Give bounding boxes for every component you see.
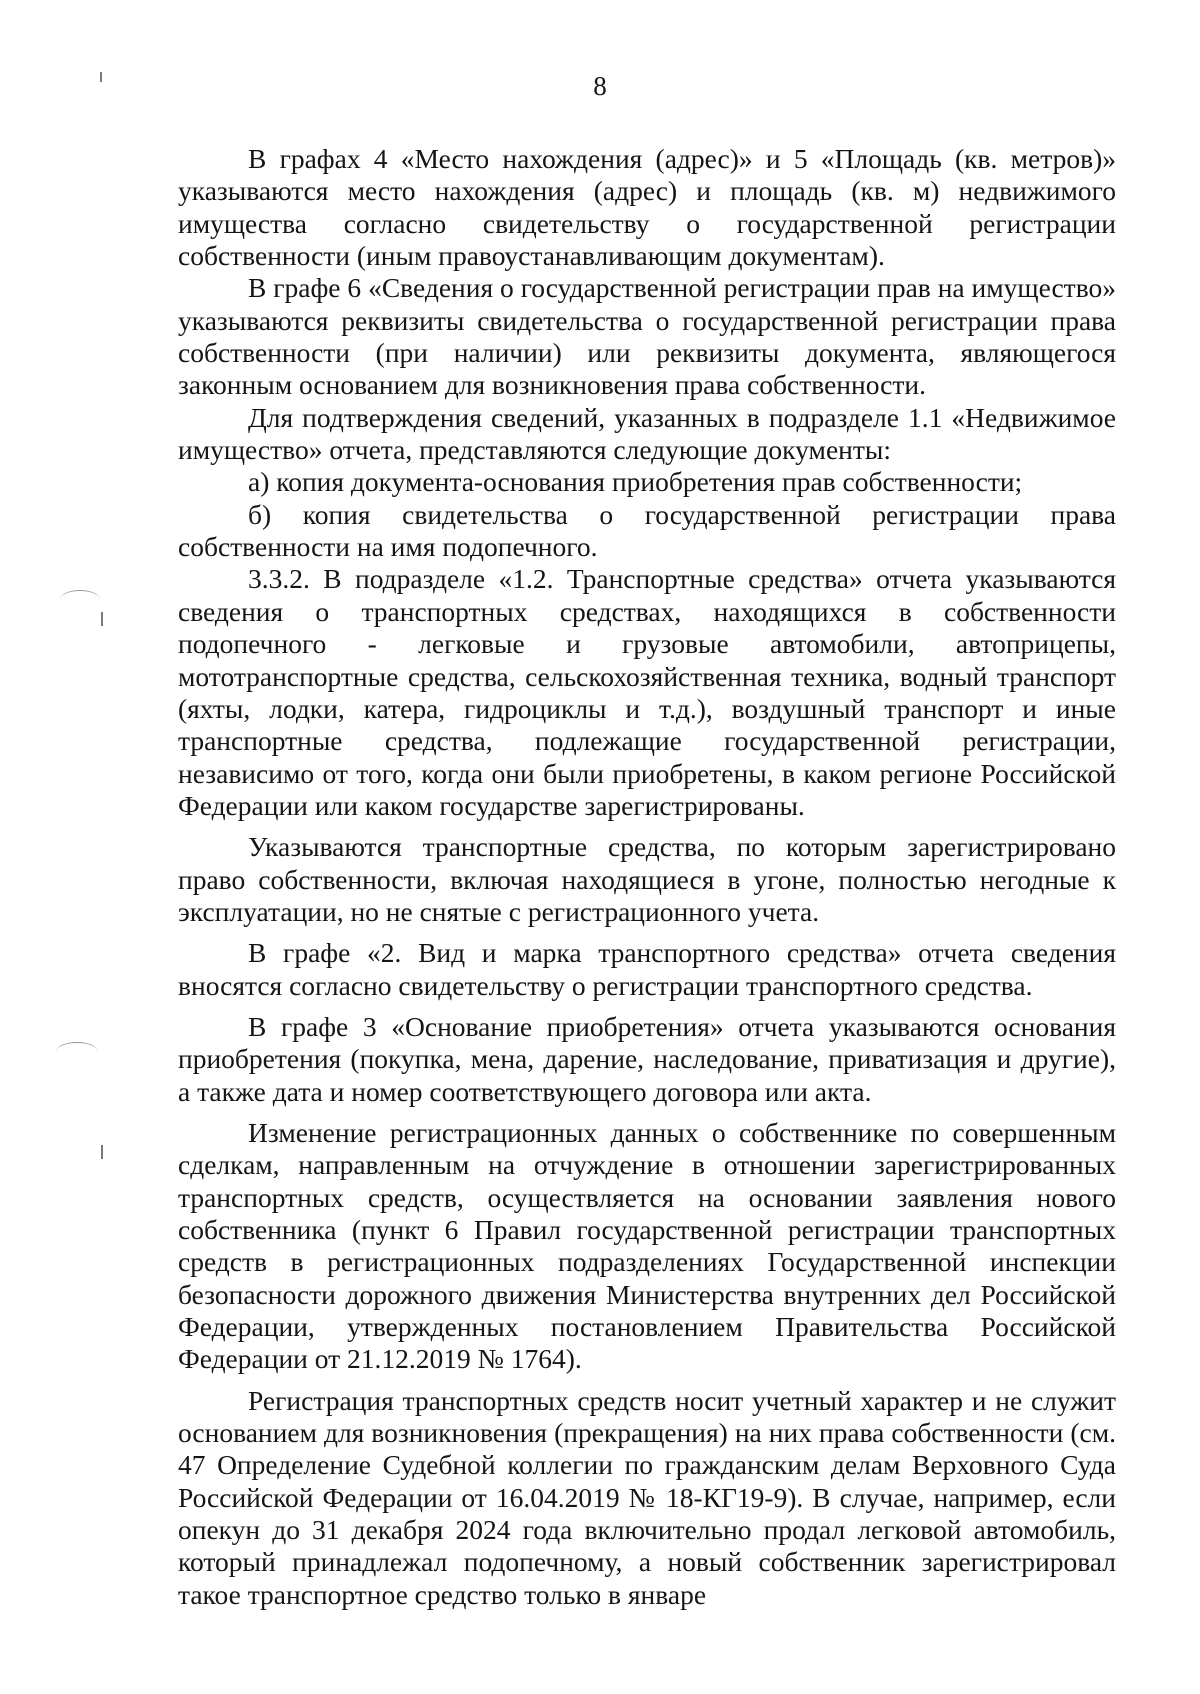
paragraph-graph-6: В графе 6 «Сведения о государственной регистрации прав на имущество» указываются реквизиты свидетельства о государственной регистрации права собственности (при наличии) или реквизиты документа, являющегося законным основанием для возникновения права собственности.: [178, 272, 1116, 401]
paragraph-graph-2: В графе «2. Вид и марка транспортного средства» отчета сведения вносятся согласно свидетельству о регистрации транспортного средства.: [178, 937, 1116, 1001]
paragraph-graph-3: В графе 3 «Основание приобретения» отчета указываются основания приобретения (покупка, мена, дарение, наследование, приватизация и другие), а также дата и номер соответствующего договора или акта.: [178, 1010, 1116, 1107]
scan-artifact-mark: [101, 612, 103, 626]
paragraph-registration-change: Изменение регистрационных данных о собственнике по совершенным сделкам, направленным на отчуждение в отношении зарегистрированных транспортных средств, осуществляется на основании заявления нового собственника (пункт 6 Правил государственной регистрации транспортных средств в регистрационных подразделениях Государственной инспекции безопасности дорожного движения Министерства внутренних дел Российской Федерации, утвержденных постановлением Правительства Российской Федерации от 21.12.2019 № 1764).: [178, 1116, 1116, 1375]
document-body: [178, 143, 1116, 1611]
paragraph-vehicles-listed: Указываются транспортные средства, по которым зарегистрировано право собственности, включая находящиеся в угоне, полностью негодные к эксплуатации, но не снятые с регистрационного учета.: [178, 831, 1116, 927]
list-item-a: а) копия документа-основания приобретения прав собственности;: [248, 466, 1023, 498]
paragraph-graphs-4-5: В графах 4 «Место нахождения (адрес)» и 5 «Площадь (кв. метров)» указываются место нахождения (адрес) и площадь (кв. м) недвижимого имущества согласно свидетельству о государственной регистрации собственности (иным правоустанавливающим документам).: [178, 143, 1116, 272]
list-item-b: б) копия свидетельства о государственной регистрации права собственности на имя подопечного.: [178, 498, 1116, 563]
scan-artifact-mark: [101, 1145, 103, 1159]
paragraph-confirmation-documents: Для подтверждения сведений, указанных в подразделе 1.1 «Недвижимое имущество» отчета, представляются следующие документы:: [178, 401, 1116, 466]
scan-artifact-mark: [56, 1042, 98, 1061]
paragraph-registration-nature: Регистрация транспортных средств носит учетный характер и не служит основанием для возникновения (прекращения) на них права собственности (см. 47 Определение Судебной коллегии по гражданским делам Верховного Суда Российской Федерации от 16.04.2019 № 18-КГ19-9). В случае, например, если опекун до 31 декабря 2024 года включительно продал легковой автомобиль, который принадлежал подопечному, а новый собственник зарегистрировал такое транспортное средство только в январе: [178, 1384, 1116, 1610]
paragraph-section-3-3-2: 3.3.2. В подразделе «1.2. Транспортные средства» отчета указываются сведения о транспортных средствах, находящихся в собственности подопечного - легковые и грузовые автомобили, автоприцепы, мототранспортные средства, сельскохозяйственная техника, водный транспорт (яхты, лодки, катера, гидроциклы и т.д.), воздушный транспорт и иные транспортные средства, подлежащие государственной регистрации, независимо от того, когда они были приобретены, в каком регионе Российской Федерации или каком государстве зарегистрированы.: [178, 563, 1116, 821]
page-number: 8: [593, 71, 607, 101]
scan-artifact-mark: [60, 590, 100, 609]
